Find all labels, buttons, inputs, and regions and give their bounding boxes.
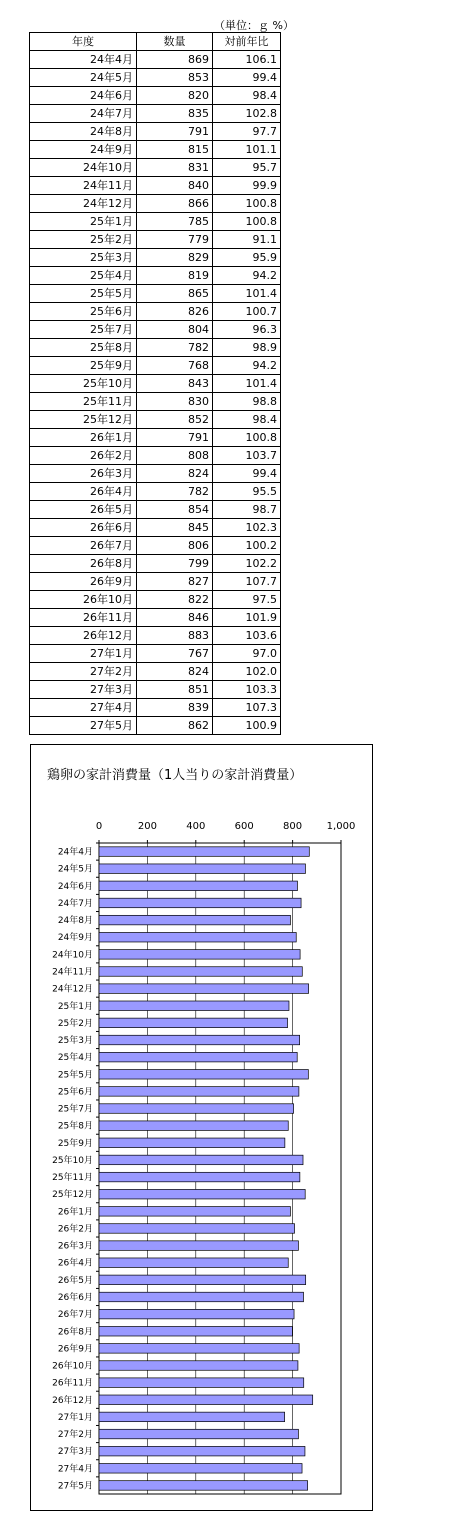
cell-period: 26年2月	[30, 447, 137, 465]
cell-yoy: 95.9	[213, 249, 281, 267]
cell-period: 25年3月	[30, 249, 137, 267]
cell-yoy: 98.7	[213, 501, 281, 519]
cell-yoy: 100.8	[213, 213, 281, 231]
cell-quantity: 839	[137, 699, 213, 717]
cell-quantity: 824	[137, 465, 213, 483]
bar	[99, 1292, 303, 1302]
bar	[99, 1001, 289, 1011]
cell-yoy: 91.1	[213, 231, 281, 249]
table-row	[30, 213, 281, 231]
table-row	[30, 177, 281, 195]
bar	[99, 1344, 299, 1354]
cell-yoy: 107.7	[213, 573, 281, 591]
y-category-label: 27年4月	[57, 1464, 93, 1475]
cell-quantity: 865	[137, 285, 213, 303]
bar	[99, 1361, 298, 1371]
table-row	[30, 681, 281, 699]
cell-yoy: 95.5	[213, 483, 281, 501]
cell-yoy: 100.7	[213, 303, 281, 321]
cell-quantity: 854	[137, 501, 213, 519]
cell-quantity: 791	[137, 123, 213, 141]
cell-period: 26年9月	[30, 573, 137, 591]
cell-yoy: 96.3	[213, 321, 281, 339]
table-row	[30, 339, 281, 357]
y-category-label: 26年11月	[52, 1378, 93, 1389]
y-category-label: 26年12月	[52, 1395, 93, 1406]
table-row	[30, 555, 281, 573]
y-category-label: 27年5月	[57, 1481, 93, 1492]
cell-period: 25年6月	[30, 303, 137, 321]
cell-yoy: 102.2	[213, 555, 281, 573]
y-category-label: 25年12月	[52, 1190, 93, 1201]
bar	[99, 1412, 285, 1422]
cell-quantity: 831	[137, 159, 213, 177]
bar	[99, 950, 300, 960]
bar	[99, 984, 309, 994]
y-category-label: 24年6月	[57, 881, 93, 892]
cell-yoy: 103.3	[213, 681, 281, 699]
cell-yoy: 99.9	[213, 177, 281, 195]
header-yoy: 対前年比	[213, 33, 281, 51]
bar	[99, 1087, 299, 1097]
header-quantity: 数量	[137, 33, 213, 51]
y-category-label: 26年4月	[57, 1258, 93, 1269]
cell-period: 26年12月	[30, 627, 137, 645]
y-category-label: 26年9月	[57, 1344, 93, 1355]
y-category-label: 26年7月	[57, 1310, 93, 1321]
x-tick-label: 400	[186, 821, 206, 832]
cell-period: 25年10月	[30, 375, 137, 393]
y-category-label: 24年9月	[57, 933, 93, 944]
bar	[99, 1155, 303, 1165]
table-row	[30, 267, 281, 285]
cell-period: 24年10月	[30, 159, 137, 177]
y-category-label: 26年5月	[57, 1275, 93, 1286]
x-tick-label: 0	[95, 821, 103, 832]
cell-period: 24年7月	[30, 105, 137, 123]
table-row	[30, 465, 281, 483]
y-category-label: 27年2月	[57, 1430, 93, 1441]
y-category-label: 27年1月	[57, 1412, 93, 1423]
cell-period: 26年3月	[30, 465, 137, 483]
plot-area	[52, 821, 355, 1494]
y-category-label: 25年11月	[52, 1173, 93, 1184]
cell-yoy: 94.2	[213, 357, 281, 375]
bar	[99, 1258, 288, 1268]
y-category-label: 25年2月	[57, 1018, 93, 1029]
bar	[99, 1052, 297, 1062]
cell-period: 25年1月	[30, 213, 137, 231]
cell-quantity: 815	[137, 141, 213, 159]
cell-yoy: 99.4	[213, 465, 281, 483]
y-category-label: 25年5月	[57, 1070, 93, 1081]
table-body	[30, 51, 281, 735]
y-category-label: 26年1月	[57, 1207, 93, 1218]
cell-period: 25年12月	[30, 411, 137, 429]
unit-note: （単位：ｇ %）	[214, 19, 294, 32]
cell-quantity: 791	[137, 429, 213, 447]
bar	[99, 1378, 304, 1388]
bar	[99, 864, 305, 874]
table-row	[30, 609, 281, 627]
cell-quantity: 845	[137, 519, 213, 537]
cell-yoy: 98.4	[213, 411, 281, 429]
cell-quantity: 808	[137, 447, 213, 465]
bar	[99, 1464, 302, 1474]
cell-quantity: 883	[137, 627, 213, 645]
cell-yoy: 102.3	[213, 519, 281, 537]
cell-period: 27年4月	[30, 699, 137, 717]
cell-period: 25年8月	[30, 339, 137, 357]
cell-quantity: 767	[137, 645, 213, 663]
bar	[99, 1138, 285, 1148]
cell-quantity: 799	[137, 555, 213, 573]
cell-quantity: 782	[137, 483, 213, 501]
table-row	[30, 645, 281, 663]
cell-period: 24年9月	[30, 141, 137, 159]
cell-quantity: 806	[137, 537, 213, 555]
cell-yoy: 100.2	[213, 537, 281, 555]
table-row	[30, 231, 281, 249]
y-category-label: 25年9月	[57, 1138, 93, 1149]
table-row	[30, 87, 281, 105]
bar	[99, 1224, 295, 1234]
cell-period: 26年6月	[30, 519, 137, 537]
bar-chart	[31, 745, 372, 1510]
y-category-label: 26年8月	[57, 1327, 93, 1338]
cell-quantity: 840	[137, 177, 213, 195]
table-row	[30, 393, 281, 411]
table-header-row	[30, 33, 281, 51]
cell-quantity: 846	[137, 609, 213, 627]
bar	[99, 847, 309, 857]
cell-quantity: 779	[137, 231, 213, 249]
x-tick-label: 1,000	[326, 821, 356, 832]
cell-yoy: 100.9	[213, 717, 281, 735]
cell-yoy: 101.4	[213, 375, 281, 393]
cell-yoy: 106.1	[213, 51, 281, 69]
table-row	[30, 123, 281, 141]
table-row	[30, 321, 281, 339]
table-row	[30, 483, 281, 501]
cell-quantity: 852	[137, 411, 213, 429]
cell-quantity: 830	[137, 393, 213, 411]
bar	[99, 881, 297, 891]
y-category-label: 25年8月	[57, 1121, 93, 1132]
bar	[99, 1429, 298, 1439]
y-category-label: 24年7月	[57, 898, 93, 909]
cell-period: 25年9月	[30, 357, 137, 375]
cell-quantity: 853	[137, 69, 213, 87]
cell-quantity: 866	[137, 195, 213, 213]
cell-quantity: 820	[137, 87, 213, 105]
bar	[99, 1481, 308, 1491]
bar	[99, 1446, 305, 1456]
cell-quantity: 869	[137, 51, 213, 69]
bar	[99, 898, 301, 908]
cell-yoy: 101.1	[213, 141, 281, 159]
y-category-label: 25年10月	[52, 1155, 93, 1166]
y-category-label: 25年3月	[57, 1036, 93, 1047]
cell-quantity: 829	[137, 249, 213, 267]
cell-period: 26年5月	[30, 501, 137, 519]
cell-yoy: 102.8	[213, 105, 281, 123]
cell-yoy: 97.5	[213, 591, 281, 609]
bar	[99, 1327, 292, 1337]
cell-yoy: 97.7	[213, 123, 281, 141]
cell-period: 25年2月	[30, 231, 137, 249]
table-row	[30, 249, 281, 267]
cell-period: 26年11月	[30, 609, 137, 627]
table-row	[30, 429, 281, 447]
bar	[99, 1207, 290, 1217]
table-row	[30, 447, 281, 465]
table-row	[30, 537, 281, 555]
cell-yoy: 94.2	[213, 267, 281, 285]
cell-quantity: 862	[137, 717, 213, 735]
cell-yoy: 103.7	[213, 447, 281, 465]
cell-period: 27年1月	[30, 645, 137, 663]
y-category-label: 24年8月	[57, 916, 93, 927]
cell-period: 27年2月	[30, 663, 137, 681]
cell-yoy: 99.4	[213, 69, 281, 87]
cell-quantity: 822	[137, 591, 213, 609]
cell-period: 26年1月	[30, 429, 137, 447]
table-row	[30, 501, 281, 519]
bar	[99, 1035, 300, 1045]
y-category-label: 25年1月	[57, 1001, 93, 1012]
cell-yoy: 95.7	[213, 159, 281, 177]
bar	[99, 1018, 288, 1028]
bar	[99, 1241, 298, 1251]
table-row	[30, 663, 281, 681]
bar	[99, 915, 290, 925]
bar	[99, 1070, 308, 1080]
y-category-label: 25年6月	[57, 1087, 93, 1098]
cell-period: 25年11月	[30, 393, 137, 411]
cell-period: 24年12月	[30, 195, 137, 213]
cell-period: 24年5月	[30, 69, 137, 87]
cell-quantity: 851	[137, 681, 213, 699]
table-row	[30, 285, 281, 303]
cell-yoy: 98.9	[213, 339, 281, 357]
cell-quantity: 768	[137, 357, 213, 375]
bar	[99, 932, 296, 942]
cell-yoy: 102.0	[213, 663, 281, 681]
y-category-label: 24年5月	[57, 864, 93, 875]
y-category-label: 26年2月	[57, 1224, 93, 1235]
table-row	[30, 627, 281, 645]
bar	[99, 1104, 294, 1114]
y-category-label: 25年4月	[57, 1053, 93, 1064]
table-row	[30, 717, 281, 735]
table-row	[30, 573, 281, 591]
consumption-table	[29, 32, 281, 735]
cell-period: 24年8月	[30, 123, 137, 141]
chart-title: 鶏卵の家計消費量（1人当りの家計消費量）	[47, 768, 303, 783]
cell-yoy: 100.8	[213, 429, 281, 447]
bar	[99, 1189, 305, 1199]
cell-quantity: 827	[137, 573, 213, 591]
cell-period: 27年5月	[30, 717, 137, 735]
bar	[99, 1275, 306, 1285]
table-row	[30, 591, 281, 609]
cell-yoy: 98.4	[213, 87, 281, 105]
y-category-label: 27年3月	[57, 1447, 93, 1458]
y-category-label: 26年3月	[57, 1241, 93, 1252]
bar	[99, 1121, 288, 1131]
cell-period: 26年8月	[30, 555, 137, 573]
bar	[99, 1395, 313, 1405]
table-row	[30, 141, 281, 159]
cell-quantity: 785	[137, 213, 213, 231]
header-period: 年度	[30, 33, 137, 51]
table-row	[30, 51, 281, 69]
table-row	[30, 357, 281, 375]
chart-panel	[30, 744, 373, 1511]
x-tick-label: 600	[234, 821, 254, 832]
table-row	[30, 69, 281, 87]
cell-quantity: 835	[137, 105, 213, 123]
cell-quantity: 843	[137, 375, 213, 393]
cell-yoy: 98.8	[213, 393, 281, 411]
cell-quantity: 819	[137, 267, 213, 285]
table-row	[30, 519, 281, 537]
table-row	[30, 195, 281, 213]
cell-period: 25年7月	[30, 321, 137, 339]
cell-period: 24年4月	[30, 51, 137, 69]
table-row	[30, 303, 281, 321]
cell-yoy: 97.0	[213, 645, 281, 663]
cell-quantity: 826	[137, 303, 213, 321]
cell-yoy: 100.8	[213, 195, 281, 213]
x-tick-label: 800	[283, 821, 303, 832]
bar	[99, 967, 302, 977]
cell-yoy: 101.9	[213, 609, 281, 627]
cell-quantity: 824	[137, 663, 213, 681]
cell-period: 26年4月	[30, 483, 137, 501]
cell-period: 26年7月	[30, 537, 137, 555]
cell-period: 24年6月	[30, 87, 137, 105]
bar	[99, 1309, 294, 1319]
cell-period: 26年10月	[30, 591, 137, 609]
cell-period: 25年5月	[30, 285, 137, 303]
table-row	[30, 105, 281, 123]
bar	[99, 1172, 300, 1182]
cell-period: 24年11月	[30, 177, 137, 195]
cell-yoy: 101.4	[213, 285, 281, 303]
y-category-label: 24年4月	[57, 847, 93, 858]
cell-yoy: 103.6	[213, 627, 281, 645]
table-row	[30, 159, 281, 177]
y-category-label: 24年11月	[52, 967, 93, 978]
cell-quantity: 804	[137, 321, 213, 339]
x-tick-label: 200	[137, 821, 157, 832]
table-row	[30, 699, 281, 717]
y-category-label: 24年12月	[52, 984, 93, 995]
cell-quantity: 782	[137, 339, 213, 357]
table-row	[30, 375, 281, 393]
cell-period: 25年4月	[30, 267, 137, 285]
y-category-label: 25年7月	[57, 1104, 93, 1115]
cell-period: 27年3月	[30, 681, 137, 699]
y-category-label: 26年6月	[57, 1292, 93, 1303]
table-row	[30, 411, 281, 429]
y-category-label: 26年10月	[52, 1361, 93, 1372]
y-category-label: 24年10月	[52, 950, 93, 961]
cell-yoy: 107.3	[213, 699, 281, 717]
